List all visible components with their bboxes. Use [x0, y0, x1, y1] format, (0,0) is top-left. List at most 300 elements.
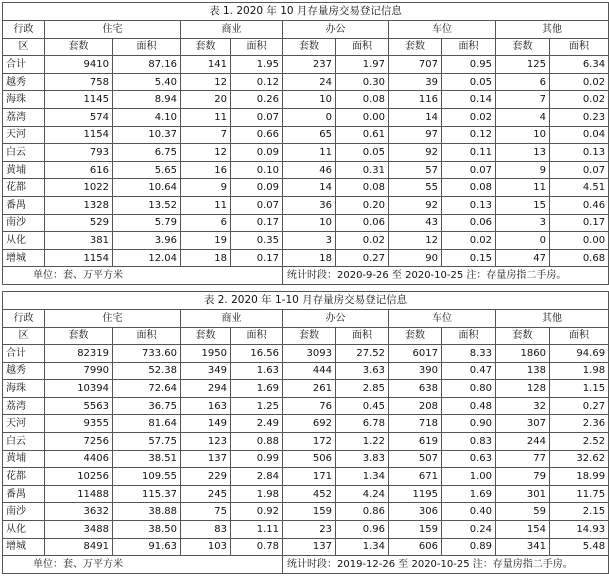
value-cell: 1.34	[336, 538, 389, 556]
value-cell: 16.56	[231, 345, 283, 363]
value-cell: 10	[283, 214, 336, 232]
value-cell: 12	[181, 144, 231, 162]
value-cell: 0.08	[336, 91, 389, 109]
value-cell: 138	[496, 362, 550, 380]
value-cell: 18.99	[550, 468, 609, 486]
value-cell: 109.55	[113, 468, 181, 486]
value-cell: 1.69	[442, 485, 496, 503]
value-cell: 3.63	[336, 362, 389, 380]
count-subheader: 套数	[389, 38, 442, 56]
table-row	[3, 485, 609, 503]
value-cell: 208	[389, 397, 442, 415]
value-cell: 0.27	[336, 249, 389, 267]
district-cell: 海珠	[3, 380, 45, 398]
value-cell: 52.38	[113, 362, 181, 380]
value-cell: 7990	[45, 362, 113, 380]
value-cell: 6.78	[336, 415, 389, 433]
value-cell: 57	[389, 161, 442, 179]
value-cell: 137	[283, 538, 336, 556]
area-subheader: 面积	[442, 327, 496, 345]
value-cell: 1.15	[550, 380, 609, 398]
value-cell: 83	[181, 521, 231, 539]
value-cell: 27.52	[336, 345, 389, 363]
value-cell: 65	[283, 126, 336, 144]
district-cell: 荔湾	[3, 108, 45, 126]
value-cell: 0.80	[442, 380, 496, 398]
value-cell: 13.52	[113, 196, 181, 214]
area-subheader: 面积	[336, 327, 389, 345]
district-cell: 合计	[3, 56, 45, 74]
value-cell: 36.75	[113, 397, 181, 415]
value-cell: 6	[496, 73, 550, 91]
value-cell: 294	[181, 380, 231, 398]
value-cell: 94.69	[550, 345, 609, 363]
value-cell: 1.00	[442, 468, 496, 486]
value-cell: 18	[181, 249, 231, 267]
value-cell: 0.02	[550, 91, 609, 109]
count-subheader: 套数	[45, 327, 113, 345]
value-cell: 6.34	[550, 56, 609, 74]
category-header: 住宅	[45, 21, 181, 39]
table-row	[3, 503, 609, 521]
value-cell: 90	[389, 249, 442, 267]
table-row	[3, 415, 609, 433]
value-cell: 0.31	[336, 161, 389, 179]
value-cell: 115.37	[113, 485, 181, 503]
value-cell: 1.97	[336, 56, 389, 74]
district-cell: 白云	[3, 433, 45, 451]
value-cell: 1195	[389, 485, 442, 503]
count-subheader: 套数	[181, 38, 231, 56]
unit-note: 单位：套、万平方米	[3, 267, 283, 285]
value-cell: 0.10	[231, 161, 283, 179]
value-cell: 0.40	[442, 503, 496, 521]
district-cell: 海珠	[3, 91, 45, 109]
district-cell: 番禺	[3, 485, 45, 503]
value-cell: 8.33	[442, 345, 496, 363]
table-row	[3, 196, 609, 214]
tables-container	[2, 2, 606, 574]
value-cell: 1.98	[550, 362, 609, 380]
value-cell: 39	[389, 73, 442, 91]
table-row	[3, 345, 609, 363]
value-cell: 141	[181, 56, 231, 74]
value-cell: 38.50	[113, 521, 181, 539]
value-cell: 4.10	[113, 108, 181, 126]
table-row	[3, 468, 609, 486]
value-cell: 0.48	[442, 397, 496, 415]
value-cell: 306	[389, 503, 442, 521]
transaction-table-1	[2, 2, 609, 285]
district-cell: 越秀	[3, 362, 45, 380]
value-cell: 2.15	[550, 503, 609, 521]
value-cell: 0.27	[550, 397, 609, 415]
area-subheader: 面积	[336, 38, 389, 56]
category-header: 办公	[283, 21, 389, 39]
value-cell: 163	[181, 397, 231, 415]
value-cell: 75	[181, 503, 231, 521]
value-cell: 19	[181, 232, 231, 250]
value-cell: 0.47	[442, 362, 496, 380]
value-cell: 619	[389, 433, 442, 451]
value-cell: 4.24	[336, 485, 389, 503]
district-cell: 从化	[3, 521, 45, 539]
value-cell: 444	[283, 362, 336, 380]
value-cell: 8491	[45, 538, 113, 556]
value-cell: 82319	[45, 345, 113, 363]
value-cell: 77	[496, 450, 550, 468]
value-cell: 4	[496, 108, 550, 126]
value-cell: 1.22	[336, 433, 389, 451]
area-subheader: 面积	[231, 38, 283, 56]
value-cell: 38.88	[113, 503, 181, 521]
value-cell: 14	[283, 179, 336, 197]
value-cell: 0.02	[442, 232, 496, 250]
value-cell: 758	[45, 73, 113, 91]
value-cell: 7	[181, 126, 231, 144]
area-subheader: 面积	[113, 327, 181, 345]
category-header: 车位	[389, 309, 496, 327]
value-cell: 1.69	[231, 380, 283, 398]
value-cell: 341	[496, 538, 550, 556]
value-cell: 0.13	[442, 196, 496, 214]
value-cell: 9	[181, 179, 231, 197]
category-header: 商业	[181, 21, 283, 39]
area-subheader: 面积	[550, 327, 609, 345]
value-cell: 5563	[45, 397, 113, 415]
area-subheader: 面积	[231, 327, 283, 345]
category-header: 车位	[389, 21, 496, 39]
count-subheader: 套数	[181, 327, 231, 345]
value-cell: 32.62	[550, 450, 609, 468]
area-subheader: 面积	[550, 38, 609, 56]
value-cell: 0.23	[550, 108, 609, 126]
value-cell: 301	[496, 485, 550, 503]
table-row	[3, 214, 609, 232]
value-cell: 128	[496, 380, 550, 398]
district-header: 行政	[3, 309, 45, 327]
value-cell: 1.98	[231, 485, 283, 503]
value-cell: 1022	[45, 179, 113, 197]
value-cell: 149	[181, 415, 231, 433]
value-cell: 0.07	[231, 108, 283, 126]
value-cell: 0.02	[550, 73, 609, 91]
value-cell: 349	[181, 362, 231, 380]
count-subheader: 套数	[496, 38, 550, 56]
period-note: 统计时段：2019-12-26 至 2020-10-25 注：存量房指二手房。	[283, 556, 609, 574]
value-cell: 0.68	[550, 249, 609, 267]
value-cell: 2.49	[231, 415, 283, 433]
district-cell: 合计	[3, 345, 45, 363]
value-cell: 137	[181, 450, 231, 468]
value-cell: 14	[389, 108, 442, 126]
value-cell: 2.84	[231, 468, 283, 486]
value-cell: 172	[283, 433, 336, 451]
value-cell: 18	[283, 249, 336, 267]
count-subheader: 套数	[283, 327, 336, 345]
district-cell: 天河	[3, 126, 45, 144]
area-subheader: 面积	[442, 38, 496, 56]
value-cell: 0.83	[442, 433, 496, 451]
value-cell: 0.11	[442, 144, 496, 162]
value-cell: 14.93	[550, 521, 609, 539]
value-cell: 3.96	[113, 232, 181, 250]
value-cell: 9410	[45, 56, 113, 74]
value-cell: 3	[496, 214, 550, 232]
table-title: 表 2. 2020 年 1-10 月存量房交易登记信息	[3, 291, 609, 309]
value-cell: 0.24	[442, 521, 496, 539]
value-cell: 11	[283, 144, 336, 162]
value-cell: 1950	[181, 345, 231, 363]
value-cell: 46	[283, 161, 336, 179]
category-header: 住宅	[45, 309, 181, 327]
value-cell: 55	[389, 179, 442, 197]
value-cell: 2.36	[550, 415, 609, 433]
value-cell: 10.37	[113, 126, 181, 144]
value-cell: 1154	[45, 126, 113, 144]
value-cell: 9	[496, 161, 550, 179]
district-header: 行政	[3, 21, 45, 39]
value-cell: 0.99	[231, 450, 283, 468]
value-cell: 2.52	[550, 433, 609, 451]
value-cell: 36	[283, 196, 336, 214]
value-cell: 4.51	[550, 179, 609, 197]
value-cell: 229	[181, 468, 231, 486]
value-cell: 10	[496, 126, 550, 144]
value-cell: 0.30	[336, 73, 389, 91]
value-cell: 0.12	[442, 126, 496, 144]
district-cell: 番禺	[3, 196, 45, 214]
table-row	[3, 179, 609, 197]
district-cell: 荔湾	[3, 397, 45, 415]
value-cell: 0.66	[231, 126, 283, 144]
value-cell: 15	[496, 196, 550, 214]
district-cell: 黄埔	[3, 450, 45, 468]
value-cell: 6	[181, 214, 231, 232]
table-row	[3, 362, 609, 380]
value-cell: 1.34	[336, 468, 389, 486]
value-cell: 733.60	[113, 345, 181, 363]
value-cell: 1.11	[231, 521, 283, 539]
value-cell: 11	[496, 179, 550, 197]
value-cell: 638	[389, 380, 442, 398]
district-cell: 南沙	[3, 503, 45, 521]
value-cell: 3	[283, 232, 336, 250]
value-cell: 3488	[45, 521, 113, 539]
value-cell: 0.00	[336, 108, 389, 126]
value-cell: 452	[283, 485, 336, 503]
count-subheader: 套数	[496, 327, 550, 345]
value-cell: 1328	[45, 196, 113, 214]
category-header: 办公	[283, 309, 389, 327]
value-cell: 0.17	[231, 249, 283, 267]
value-cell: 0.20	[336, 196, 389, 214]
category-header: 其他	[496, 21, 609, 39]
value-cell: 0.17	[550, 214, 609, 232]
value-cell: 11488	[45, 485, 113, 503]
table-row	[3, 161, 609, 179]
value-cell: 5.65	[113, 161, 181, 179]
value-cell: 0.61	[336, 126, 389, 144]
value-cell: 97	[389, 126, 442, 144]
value-cell: 0.15	[442, 249, 496, 267]
value-cell: 606	[389, 538, 442, 556]
value-cell: 23	[283, 521, 336, 539]
value-cell: 0.17	[231, 214, 283, 232]
value-cell: 9355	[45, 415, 113, 433]
count-subheader: 套数	[283, 38, 336, 56]
value-cell: 707	[389, 56, 442, 74]
table-row	[3, 108, 609, 126]
category-header: 商业	[181, 309, 283, 327]
value-cell: 793	[45, 144, 113, 162]
value-cell: 0.12	[231, 73, 283, 91]
value-cell: 16	[181, 161, 231, 179]
value-cell: 12	[181, 73, 231, 91]
value-cell: 12.04	[113, 249, 181, 267]
value-cell: 307	[496, 415, 550, 433]
value-cell: 718	[389, 415, 442, 433]
value-cell: 91.63	[113, 538, 181, 556]
value-cell: 0.08	[336, 179, 389, 197]
value-cell: 0.26	[231, 91, 283, 109]
district-cell: 白云	[3, 144, 45, 162]
value-cell: 11.75	[550, 485, 609, 503]
value-cell: 10256	[45, 468, 113, 486]
table-row	[3, 433, 609, 451]
value-cell: 0.86	[336, 503, 389, 521]
value-cell: 11	[181, 196, 231, 214]
value-cell: 1.25	[231, 397, 283, 415]
value-cell: 0.96	[336, 521, 389, 539]
value-cell: 103	[181, 538, 231, 556]
district-cell: 天河	[3, 415, 45, 433]
table-row	[3, 538, 609, 556]
value-cell: 1860	[496, 345, 550, 363]
district-cell: 花都	[3, 179, 45, 197]
value-cell: 0.45	[336, 397, 389, 415]
value-cell: 1145	[45, 91, 113, 109]
value-cell: 0.06	[336, 214, 389, 232]
value-cell: 0.07	[550, 161, 609, 179]
count-subheader: 套数	[389, 327, 442, 345]
value-cell: 43	[389, 214, 442, 232]
page	[2, 2, 606, 574]
value-cell: 47	[496, 249, 550, 267]
value-cell: 4406	[45, 450, 113, 468]
table-row	[3, 144, 609, 162]
value-cell: 0.07	[231, 196, 283, 214]
value-cell: 0.08	[442, 179, 496, 197]
value-cell: 10394	[45, 380, 113, 398]
district-cell: 花都	[3, 468, 45, 486]
value-cell: 507	[389, 450, 442, 468]
value-cell: 0.14	[442, 91, 496, 109]
value-cell: 57.75	[113, 433, 181, 451]
value-cell: 3.83	[336, 450, 389, 468]
value-cell: 0	[283, 108, 336, 126]
category-header: 其他	[496, 309, 609, 327]
value-cell: 0.13	[550, 144, 609, 162]
value-cell: 92	[389, 144, 442, 162]
period-note: 统计时段：2020-9-26 至 2020-10-25 注：存量房指二手房。	[283, 267, 609, 285]
value-cell: 0.05	[336, 144, 389, 162]
table-title: 表 1. 2020 年 10 月存量房交易登记信息	[3, 3, 609, 21]
unit-note: 单位：套、万平方米	[3, 556, 283, 574]
value-cell: 2.85	[336, 380, 389, 398]
value-cell: 0.04	[550, 126, 609, 144]
table-row	[3, 232, 609, 250]
value-cell: 7	[496, 91, 550, 109]
value-cell: 5.79	[113, 214, 181, 232]
table-row	[3, 450, 609, 468]
value-cell: 244	[496, 433, 550, 451]
count-subheader: 套数	[45, 38, 113, 56]
transaction-table-2	[2, 291, 609, 574]
value-cell: 171	[283, 468, 336, 486]
value-cell: 0.09	[231, 144, 283, 162]
value-cell: 0.88	[231, 433, 283, 451]
table-row	[3, 397, 609, 415]
value-cell: 0.05	[442, 73, 496, 91]
value-cell: 76	[283, 397, 336, 415]
value-cell: 6017	[389, 345, 442, 363]
value-cell: 237	[283, 56, 336, 74]
value-cell: 0.92	[231, 503, 283, 521]
value-cell: 79	[496, 468, 550, 486]
value-cell: 692	[283, 415, 336, 433]
value-cell: 81.64	[113, 415, 181, 433]
value-cell: 1.95	[231, 56, 283, 74]
value-cell: 8.94	[113, 91, 181, 109]
value-cell: 0.02	[336, 232, 389, 250]
value-cell: 12	[389, 232, 442, 250]
value-cell: 5.40	[113, 73, 181, 91]
table-row	[3, 73, 609, 91]
value-cell: 0.07	[442, 161, 496, 179]
value-cell: 11	[181, 108, 231, 126]
value-cell: 245	[181, 485, 231, 503]
value-cell: 381	[45, 232, 113, 250]
value-cell: 0.95	[442, 56, 496, 74]
table-row	[3, 380, 609, 398]
district-cell: 增城	[3, 538, 45, 556]
value-cell: 32	[496, 397, 550, 415]
table-row	[3, 56, 609, 74]
value-cell: 506	[283, 450, 336, 468]
value-cell: 0.02	[442, 108, 496, 126]
value-cell: 0.78	[231, 538, 283, 556]
value-cell: 0.90	[442, 415, 496, 433]
value-cell: 1154	[45, 249, 113, 267]
value-cell: 0.46	[550, 196, 609, 214]
district-cell: 越秀	[3, 73, 45, 91]
district-cell: 从化	[3, 232, 45, 250]
value-cell: 10	[283, 91, 336, 109]
value-cell: 574	[45, 108, 113, 126]
value-cell: 0	[496, 232, 550, 250]
area-subheader: 面积	[113, 38, 181, 56]
value-cell: 616	[45, 161, 113, 179]
value-cell: 671	[389, 468, 442, 486]
value-cell: 38.51	[113, 450, 181, 468]
value-cell: 0.89	[442, 538, 496, 556]
value-cell: 59	[496, 503, 550, 521]
value-cell: 3632	[45, 503, 113, 521]
value-cell: 0.00	[550, 232, 609, 250]
table-row	[3, 126, 609, 144]
value-cell: 10.64	[113, 179, 181, 197]
